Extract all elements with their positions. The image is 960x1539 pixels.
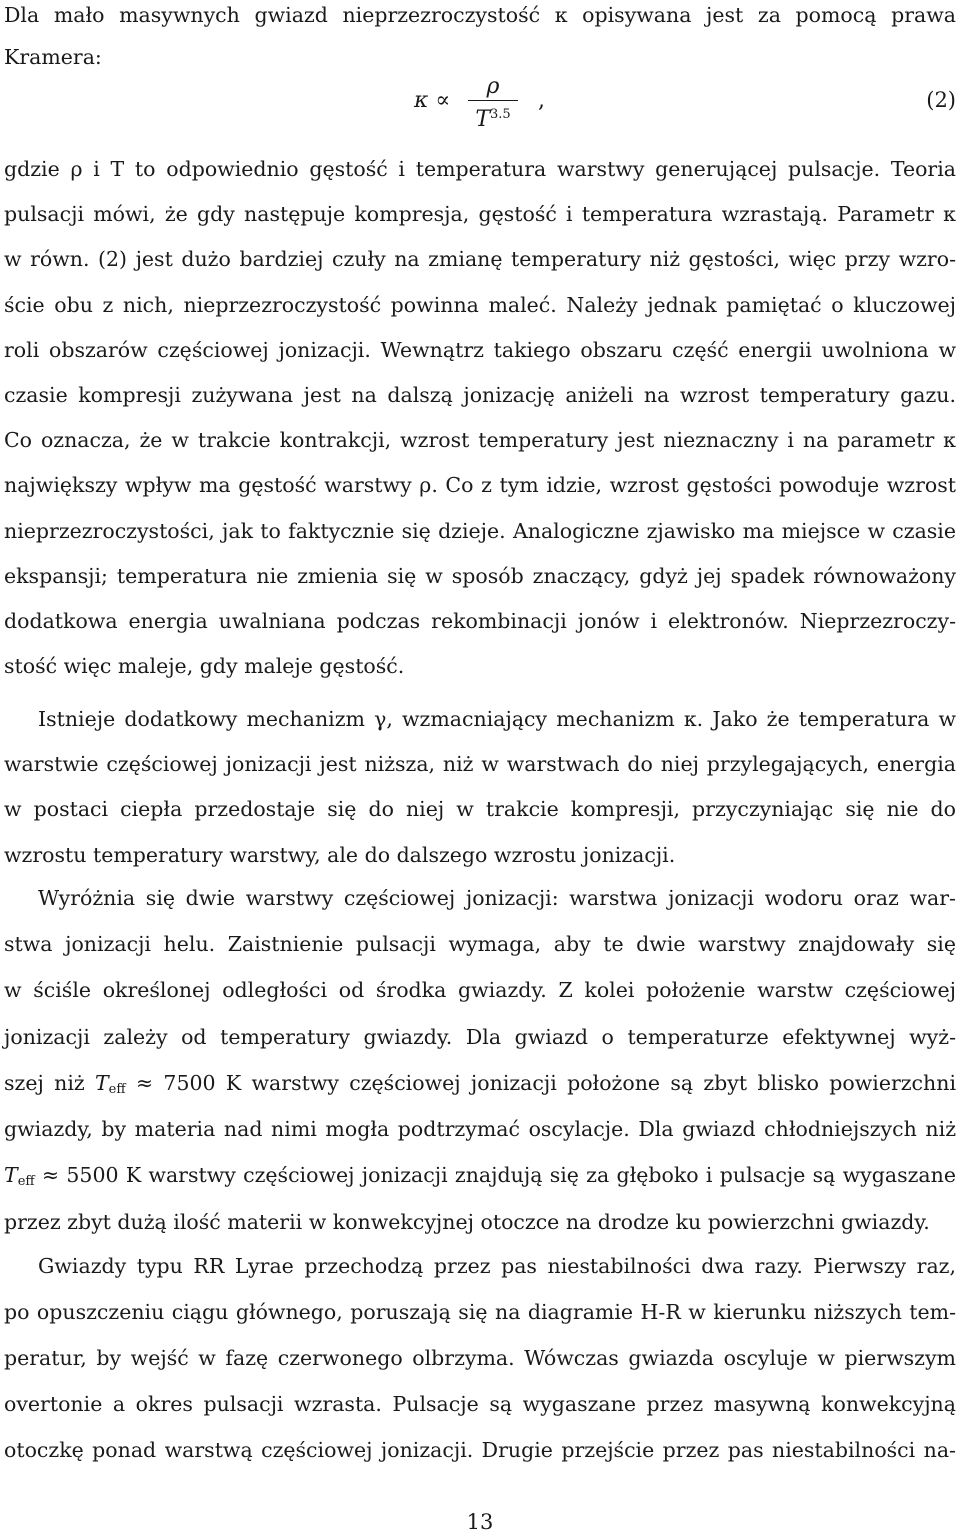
paragraph-line: stość więc maleje, gdy maleje gęstość. <box>4 654 405 678</box>
paragraph-line: gdzie ρ i T to odpowiednio gęstość i temperatura warstwy generującej pulsacje. Teoria <box>4 157 956 181</box>
paragraph-line: peratur, by wejść w fazę czerwonego olbrzyma. Wówczas gwiazda oscyluje w pierwszym <box>4 1346 956 1370</box>
paragraph-line: dodatkowa energia uwalniana podczas rekombinacji jonów i elektronów. Nieprzezroczy- <box>4 609 956 633</box>
paragraph-line: ście obu z nich, nieprzezroczystość powinna maleć. Należy jednak pamiętać o kluczowej <box>4 293 956 317</box>
equation-kramers-law <box>0 70 960 130</box>
paragraph-line: wzrostu temperatury warstwy, ale do dalszego wzrostu jonizacji. <box>4 843 676 867</box>
paragraph-line: $T_{eff} \approx 5500$ K warstwy częściowej jonizacji znajdują się za głęboko i pulsacje są wygaszane <box>4 1163 956 1189</box>
paragraph-line: otoczkę ponad warstwą częściowej jonizacji. Drugie przejście przez pas niestabilności na- <box>4 1438 956 1462</box>
equation-number: (2) <box>926 88 956 112</box>
paragraph-line: czasie kompresji zużywana jest na dalszą jonizację aniżeli na wzrost temperatury gazu. <box>4 383 956 407</box>
fraction-bar <box>468 100 518 101</box>
paragraph-line: szej niż $T_{eff} \approx 7500$ K warstwy częściowej jonizacji położone są zbyt blisko powierzchni <box>4 1071 956 1097</box>
intro-line: Kramera: <box>4 45 102 69</box>
paragraph-line: ekspansji; temperatura nie zmienia się w sposób znaczący, gdyż jej spadek równoważony <box>4 564 956 588</box>
paragraph-line: Co oznacza, że w trakcie kontrakcji, wzrost temperatury jest nieznaczny i na parametr κ <box>4 428 956 452</box>
paragraph-line: warstwie częściowej jonizacji jest niższa, niż w warstwach do niej przylegających, energia <box>4 752 956 776</box>
paragraph-line: w równ. (2) jest dużo bardziej czuły na zmianę temperatury niż gęstości, więc przy wzro- <box>4 247 956 271</box>
paragraph-line: po opuszczeniu ciągu głównego, poruszają się na diagramie H-R w kierunku niższych tem- <box>4 1300 956 1324</box>
denominator-exponent: 3.5 <box>490 107 511 122</box>
paragraph-line: stwa jonizacji helu. Zaistnienie pulsacji wymaga, aby te dwie warstwy znajdowały się <box>4 932 956 956</box>
denominator-base: T <box>475 107 490 132</box>
intro-line: Dla mało masywnych gwiazd nieprzezroczystość κ opisywana jest za pomocą prawa <box>4 3 956 27</box>
paragraph-line: w ściśle określonej odległości od środka gwiazdy. Z kolei położenie warstw częściowej <box>4 978 956 1002</box>
paragraph-line: Istnieje dodatkowy mechanizm γ, wzmacniający mechanizm κ. Jako że temperatura w <box>38 707 956 731</box>
paragraph-line: jonizacji zależy od temperatury gwiazdy. Dla gwiazd o temperaturze efektywnej wyż- <box>4 1025 956 1049</box>
equation-fraction <box>468 76 518 132</box>
paragraph-line: Wyróżnia się dwie warstwy częściowej jonizacji: warstwa jonizacji wodoru oraz war- <box>38 886 956 910</box>
paragraph-line: overtonie a okres pulsacji wzrasta. Pulsacje są wygaszane przez masywną konwekcyjną <box>4 1392 956 1416</box>
paragraph-line: gwiazdy, by materia nad nimi mogła podtrzymać oscylacje. Dla gwiazd chłodniejszych niż <box>4 1117 956 1141</box>
paragraph-line: przez zbyt dużą ilość materii w konwekcyjnej otoczce na drodze ku powierzchni gwiazdy. <box>4 1210 930 1234</box>
equation-numerator: ρ <box>486 74 500 99</box>
equation-denominator <box>468 103 518 132</box>
paragraph-line: Gwiazdy typu RR Lyrae przechodzą przez pas niestabilności dwa razy. Pierwszy raz, <box>38 1254 956 1278</box>
equation-comma: , <box>538 88 545 113</box>
page-number: 13 <box>466 1510 494 1534</box>
paragraph-line: największy wpływ ma gęstość warstwy ρ. Co z tym idzie, wzrost gęstości powoduje wzrost <box>4 473 956 497</box>
paragraph-line: w postaci ciepła przedostaje się do niej w trakcie kompresji, przyczyniając się nie do <box>4 797 956 821</box>
equation-lhs: κ ∝ <box>414 88 451 113</box>
paragraph-line: nieprzezroczystości, jak to faktycznie się dzieje. Analogiczne zjawisko ma miejsce w czasie <box>4 519 956 543</box>
paragraph-line: roli obszarów częściowej jonizacji. Wewnątrz takiego obszaru część energii uwolniona w <box>4 338 956 362</box>
paragraph-line: pulsacji mówi, że gdy następuje kompresja, gęstość i temperatura wzrastają. Parametr κ <box>4 202 956 226</box>
